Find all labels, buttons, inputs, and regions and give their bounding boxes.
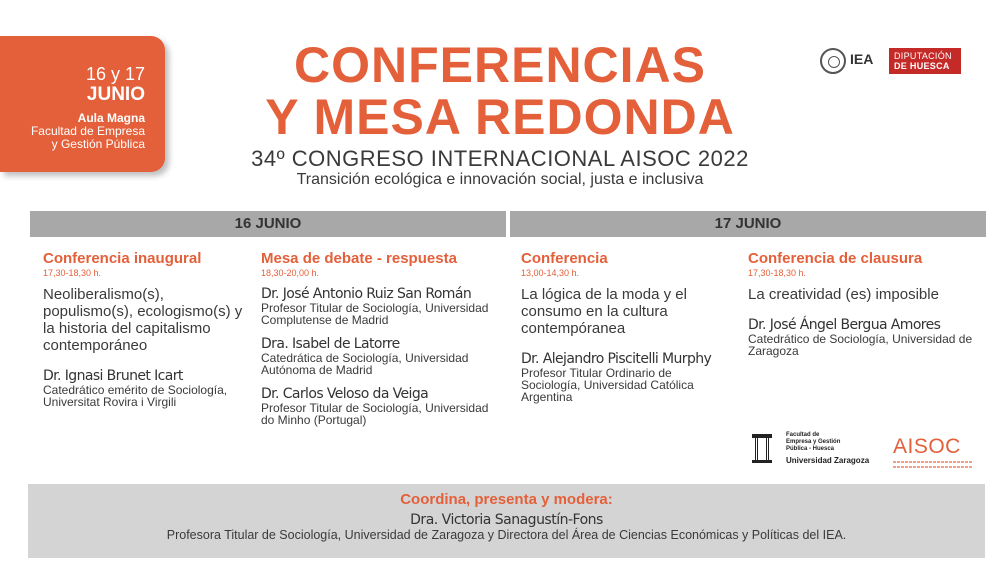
- session-time: 18,30-20,00 h.: [261, 268, 320, 278]
- congress-tagline: Transición ecológica e innovación social, justa e inclusiva: [296, 171, 704, 188]
- talk-title: La lógica de la moda y el consumo en la cultura contempóranea: [521, 286, 687, 337]
- session-inaugural: [43, 250, 243, 408]
- faculty-logo-line3: Pública - Huesca: [786, 446, 835, 452]
- badge-dates: 16 y 17: [85, 64, 145, 84]
- speaker-name: Dra. Isabel de Latorre: [261, 336, 400, 352]
- day-header-17: 17 JUNIO: [510, 211, 986, 237]
- dph-line2: DE HUESCA: [894, 61, 950, 71]
- session-clausura: [748, 250, 983, 357]
- diputacion-logo: [889, 48, 961, 74]
- speaker-role: Profesor Titular de Sociología, Universidad Complutense de Madrid: [261, 301, 489, 327]
- aisoc-logo-text: AISOC: [893, 435, 961, 458]
- session-title: Conferencia inaugural: [43, 250, 202, 267]
- badge-venue: Aula Magna: [77, 111, 145, 125]
- aisoc-logo: [893, 436, 973, 470]
- moderator-name: Dra. Victoria Sanagustín-Fons: [410, 512, 603, 528]
- session-debate: [261, 250, 501, 426]
- speaker-name: Dr. José Ángel Bergua Amores: [748, 317, 941, 333]
- title-line1: CONFERENCIAS: [293, 37, 707, 93]
- speaker-role: Profesor Titular de Sociología, Universidad do Minho (Portugal): [261, 401, 489, 427]
- session-time: 13,00-14,30 h.: [521, 268, 580, 278]
- seal-icon: [820, 48, 846, 74]
- talk-title: La creatividad (es) imposible: [748, 286, 939, 303]
- speaker-name: Dr. José Antonio Ruiz San Román: [261, 286, 472, 302]
- footer-heading: Coordina, presenta y modera:: [400, 491, 613, 508]
- iea-logo-text: IEA: [850, 51, 874, 67]
- session-conferencia: [521, 250, 731, 403]
- session-title: Conferencia de clausura: [748, 250, 923, 267]
- badge-faculty-line1: Facultad de Empresa: [30, 124, 145, 138]
- faculty-logo-line1: Facultad de: [786, 432, 820, 438]
- speaker-role: Catedrático de Sociología, Universidad de Zaragoza: [748, 332, 973, 358]
- iea-logo: [820, 46, 886, 76]
- speaker-role: Profesor Titular Ordinario de Sociología, Universidad Católica Argentina: [521, 366, 694, 404]
- session-time: 17,30-18,30 h.: [43, 268, 102, 278]
- moderator-footer: [28, 484, 985, 558]
- badge-month: JUNIO: [86, 84, 145, 105]
- dph-line1: DIPUTACIÓN: [894, 51, 952, 61]
- building-icon: [750, 432, 774, 466]
- speaker-name: Dr. Carlos Veloso da Veiga: [261, 386, 429, 402]
- session-title: Conferencia: [521, 250, 608, 267]
- badge-faculty-line2: y Gestión Pública: [51, 137, 145, 151]
- speaker-role: Catedrática de Sociología, Universidad Autónoma de Madrid: [261, 351, 469, 377]
- talk-title: Neoliberalismo(s), populismo(s), ecologismo(s) y la historia del capitalismo contemporáneo: [43, 286, 243, 354]
- title-line2: Y MESA REDONDA: [265, 89, 735, 145]
- speaker-role: Catedrático emérito de Sociología, Universitat Rovira i Virgili: [43, 383, 228, 409]
- session-time: 17,30-18,30 h.: [748, 268, 807, 278]
- speaker-name: Dr. Ignasi Brunet Icart: [43, 368, 183, 384]
- university-name: Universidad Zaragoza: [786, 456, 870, 465]
- day-header-16: 16 JUNIO: [30, 211, 506, 237]
- faculty-logo: [750, 432, 880, 472]
- date-badge: [0, 36, 165, 172]
- faculty-logo-line2: Empresa y Gestión: [786, 439, 841, 445]
- session-title: Mesa de debate - respuesta: [261, 250, 457, 267]
- speaker-name: Dr. Alejandro Piscitelli Murphy: [521, 351, 712, 367]
- moderator-role: Profesora Titular de Sociología, Universidad de Zaragoza y Directora del Área de Ciencias Económicas y Políticas del IEA.: [166, 528, 847, 542]
- congress-title: 34º CONGRESO INTERNACIONAL AISOC 2022: [251, 146, 749, 171]
